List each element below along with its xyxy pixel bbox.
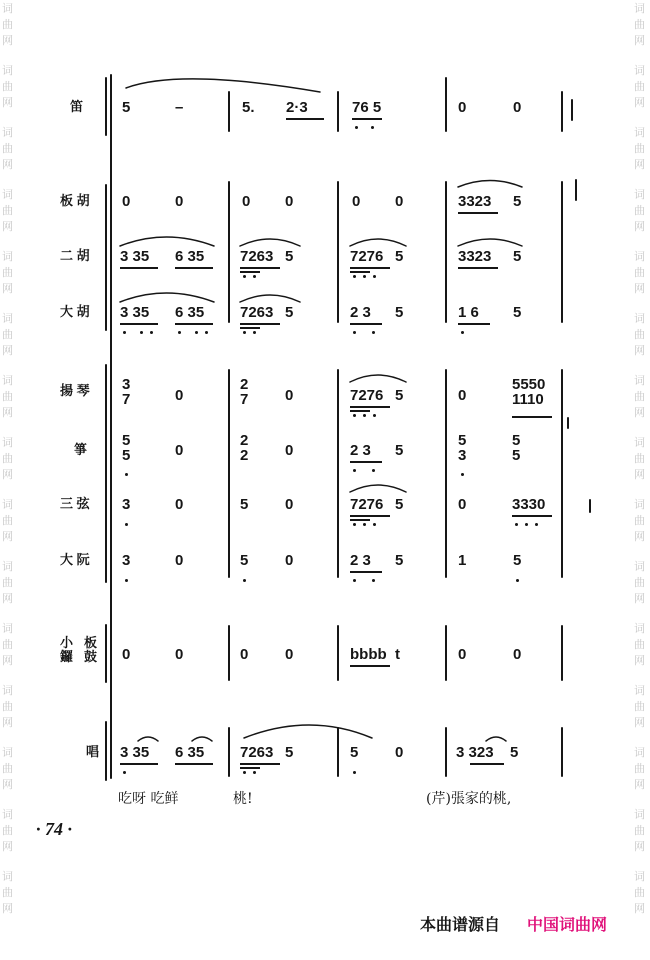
part-label-flute: 笛 xyxy=(70,99,84,114)
watermark-char: 词 xyxy=(2,747,13,759)
slur-erhu-1 xyxy=(120,237,214,246)
watermark-char: 曲 xyxy=(634,825,645,837)
note-daruan-2: 5 xyxy=(240,552,249,569)
watermark-char: 曲 xyxy=(2,763,13,775)
watermark-char: 词 xyxy=(634,127,645,139)
underline-beam xyxy=(120,763,158,765)
note-zheng-4: 2 3 xyxy=(350,442,371,459)
note-yangqin-1: 0 xyxy=(175,387,184,404)
note-percussion-6: 0 xyxy=(458,646,467,663)
watermark-char: 曲 xyxy=(634,701,645,713)
watermark-char: 曲 xyxy=(634,515,645,527)
octave-dot xyxy=(253,771,256,774)
page-number: · 74 · xyxy=(36,819,72,839)
octave-dot xyxy=(125,579,128,582)
underline-beam xyxy=(240,267,280,269)
octave-dot xyxy=(243,579,246,582)
underline-beam xyxy=(175,323,213,325)
note-vocal-4: 5 xyxy=(350,744,359,761)
note-banhu-2: 0 xyxy=(242,193,251,210)
watermark-char: 词 xyxy=(2,499,13,511)
note-daruan-6: 1 xyxy=(458,552,467,569)
part-label-zheng: 箏 xyxy=(74,442,88,457)
underline-beam xyxy=(350,571,382,573)
note-daruan-0: 3 xyxy=(122,552,131,569)
note-daruan-4: 2 3 xyxy=(350,552,371,569)
watermark-char: 曲 xyxy=(2,81,13,93)
note-percussion-2: 0 xyxy=(240,646,249,663)
note-erhu-6: 3323 xyxy=(458,248,492,265)
underline-beam xyxy=(350,267,390,269)
underline-beam xyxy=(120,267,158,269)
octave-dot xyxy=(373,275,376,278)
watermark-char: 网 xyxy=(634,159,645,171)
part-label-yangqin: 揚 琴 xyxy=(60,383,90,398)
note-banhu-7: 5 xyxy=(513,193,522,210)
watermark-char: 词 xyxy=(2,3,13,15)
note-erhu-3: 5 xyxy=(285,248,294,265)
watermark-char: 网 xyxy=(2,903,13,915)
slur-vocal-1 xyxy=(138,737,158,741)
octave-dot xyxy=(178,331,181,334)
octave-dot xyxy=(243,275,246,278)
note-banhu-0: 0 xyxy=(122,193,131,210)
note-dahu-6: 1 6 xyxy=(458,304,479,321)
note-percussion-1: 0 xyxy=(175,646,184,663)
octave-dot xyxy=(243,771,246,774)
watermark-char: 网 xyxy=(634,903,645,915)
octave-dot xyxy=(371,126,374,129)
note-vocal-6: 3 323 xyxy=(456,744,494,761)
octave-dot xyxy=(125,523,128,526)
underline-beam xyxy=(240,323,280,325)
underline-beam xyxy=(240,327,260,329)
watermark-char: 曲 xyxy=(634,763,645,775)
watermark-char: 网 xyxy=(2,779,13,791)
watermark-char: 网 xyxy=(634,717,645,729)
slur-sanxian xyxy=(350,485,406,492)
note-yangqin-7: 5550 1110 xyxy=(512,376,546,408)
part-label-sanxian: 三 弦 xyxy=(60,496,90,511)
octave-dot xyxy=(353,469,356,472)
watermark-char: 网 xyxy=(634,35,645,47)
slur-dahu-1 xyxy=(120,293,214,302)
watermark-char: 曲 xyxy=(2,887,13,899)
note-banhu-1: 0 xyxy=(175,193,184,210)
watermark-char: 网 xyxy=(2,655,13,667)
watermark-char: 词 xyxy=(634,313,645,325)
note-di-2: 5. xyxy=(242,99,255,116)
watermark-char: 网 xyxy=(634,593,645,605)
watermark-char: 词 xyxy=(2,189,13,201)
watermark-char: 曲 xyxy=(634,639,645,651)
octave-dot xyxy=(372,331,375,334)
note-erhu-1: 6 35 xyxy=(175,248,205,265)
note-percussion-0: 0 xyxy=(122,646,131,663)
octave-dot xyxy=(525,523,528,526)
watermark-char: 词 xyxy=(634,747,645,759)
octave-dot xyxy=(125,473,128,476)
watermark-char: 网 xyxy=(634,221,645,233)
watermark-char: 网 xyxy=(634,97,645,109)
underline-beam xyxy=(350,461,382,463)
note-di-0: 5 xyxy=(122,99,131,116)
watermark-char: 网 xyxy=(634,469,645,481)
watermark-char: 词 xyxy=(634,375,645,387)
note-banhu-4: 0 xyxy=(352,193,361,210)
note-zheng-0: 5 5 xyxy=(122,432,131,464)
watermark-char: 词 xyxy=(2,561,13,573)
watermark-char: 曲 xyxy=(2,143,13,155)
octave-dot xyxy=(353,331,356,334)
note-dahu-3: 5 xyxy=(285,304,294,321)
note-yangqin-3: 0 xyxy=(285,387,294,404)
watermark-char: 词 xyxy=(2,623,13,635)
note-dahu-5: 5 xyxy=(395,304,404,321)
part-label-daruan: 大 阮 xyxy=(60,552,90,567)
note-yangqin-6: 0 xyxy=(458,387,467,404)
note-dahu-4: 2 3 xyxy=(350,304,371,321)
underline-beam xyxy=(240,271,260,273)
underline-beam xyxy=(350,271,370,273)
watermark-char: 网 xyxy=(2,97,13,109)
lyric-line-2: (芹)張家的桃, xyxy=(426,791,512,807)
note-sanxian-5: 5 xyxy=(395,496,404,513)
note-erhu-5: 5 xyxy=(395,248,404,265)
underline-beam xyxy=(350,323,382,325)
watermark-char: 网 xyxy=(2,345,13,357)
watermark-char: 曲 xyxy=(2,19,13,31)
note-dahu-1: 6 35 xyxy=(175,304,205,321)
octave-dot xyxy=(353,275,356,278)
octave-dot xyxy=(535,523,538,526)
lyric-line-1b: 桃! xyxy=(233,791,253,807)
note-daruan-7: 5 xyxy=(513,552,522,569)
note-di-6: 0 xyxy=(513,99,522,116)
note-vocal-5: 0 xyxy=(395,744,404,761)
note-erhu-4: 7276 xyxy=(350,248,384,265)
note-vocal-0: 3 35 xyxy=(120,744,150,761)
note-sanxian-1: 0 xyxy=(175,496,184,513)
note-daruan-5: 5 xyxy=(395,552,404,569)
watermark-char: 词 xyxy=(634,65,645,77)
octave-dot xyxy=(516,579,519,582)
watermark-char: 词 xyxy=(634,3,645,15)
underline-beam xyxy=(350,406,390,408)
underline-beam xyxy=(350,410,370,412)
note-percussion-7: 0 xyxy=(513,646,522,663)
lyric-line-1: 吃呀 吃鲜 xyxy=(118,791,179,807)
slur-erhu-4 xyxy=(458,239,522,246)
octave-dot xyxy=(123,771,126,774)
octave-dot xyxy=(253,275,256,278)
watermark-char: 曲 xyxy=(2,515,13,527)
note-yangqin-2: 2 7 xyxy=(240,376,249,408)
note-di-3: 2·3 xyxy=(286,99,308,116)
note-percussion-4: bbbb xyxy=(350,646,387,663)
watermark-char: 词 xyxy=(2,871,13,883)
watermark-char: 词 xyxy=(634,499,645,511)
watermark-char: 网 xyxy=(634,779,645,791)
note-dahu-0: 3 35 xyxy=(120,304,150,321)
slur-erhu-3 xyxy=(350,239,406,246)
footer-source-label: 本曲谱源自 xyxy=(420,917,501,934)
watermark-char: 网 xyxy=(634,283,645,295)
slur-banhu xyxy=(458,181,522,188)
part-label-dahu: 大 胡 xyxy=(60,304,90,319)
underline-beam xyxy=(512,416,552,418)
watermark-char: 词 xyxy=(2,251,13,263)
watermark-char: 曲 xyxy=(634,81,645,93)
octave-dot xyxy=(363,275,366,278)
part-label-erhu: 二 胡 xyxy=(60,248,90,263)
watermark-char: 曲 xyxy=(2,577,13,589)
underline-beam xyxy=(512,515,552,517)
octave-dot xyxy=(515,523,518,526)
underline-beam xyxy=(350,519,370,521)
octave-dot xyxy=(461,473,464,476)
slur-vocal-4 xyxy=(486,737,506,741)
underline-beam xyxy=(120,323,158,325)
watermark-char: 词 xyxy=(2,127,13,139)
octave-dot xyxy=(205,331,208,334)
slur-vocal-3 xyxy=(244,725,372,738)
octave-dot xyxy=(373,414,376,417)
underline-beam xyxy=(240,767,260,769)
watermark-char: 网 xyxy=(2,159,13,171)
watermark-char: 网 xyxy=(2,593,13,605)
note-banhu-3: 0 xyxy=(285,193,294,210)
watermark-char: 网 xyxy=(2,283,13,295)
watermark-char: 词 xyxy=(2,437,13,449)
part-label-banhu: 板 胡 xyxy=(60,193,90,208)
note-sanxian-0: 3 xyxy=(122,496,131,513)
watermark-char: 网 xyxy=(2,35,13,47)
note-vocal-3: 5 xyxy=(285,744,294,761)
note-vocal-1: 6 35 xyxy=(175,744,205,761)
octave-dot xyxy=(372,579,375,582)
note-yangqin-0: 3 7 xyxy=(122,376,131,408)
octave-dot xyxy=(123,331,126,334)
watermark-char: 网 xyxy=(634,841,645,853)
note-zheng-7: 5 5 xyxy=(512,432,521,464)
octave-dot xyxy=(353,414,356,417)
footer-site-link[interactable]: 中国词曲网 xyxy=(527,917,608,934)
note-dahu-2: 7263 xyxy=(240,304,274,321)
note-vocal-7: 5 xyxy=(510,744,519,761)
watermark-char: 网 xyxy=(634,407,645,419)
octave-dot xyxy=(353,579,356,582)
note-di-4: 76 5 xyxy=(352,99,382,116)
watermark-char: 曲 xyxy=(634,143,645,155)
watermark-char: 曲 xyxy=(2,701,13,713)
watermark-char: 词 xyxy=(634,685,645,697)
octave-dot xyxy=(373,523,376,526)
watermark-char: 词 xyxy=(634,561,645,573)
slur-flute xyxy=(126,79,320,92)
watermark-char: 网 xyxy=(634,531,645,543)
octave-dot xyxy=(363,523,366,526)
octave-dot xyxy=(140,331,143,334)
note-sanxian-2: 5 xyxy=(240,496,249,513)
note-banhu-6: 3323 xyxy=(458,193,492,210)
underline-beam xyxy=(350,665,390,667)
watermark-char: 曲 xyxy=(2,205,13,217)
note-daruan-1: 0 xyxy=(175,552,184,569)
octave-dot xyxy=(253,331,256,334)
watermark-char: 曲 xyxy=(2,825,13,837)
note-erhu-2: 7263 xyxy=(240,248,274,265)
slur-erhu-2 xyxy=(240,239,300,246)
watermark-char: 网 xyxy=(634,655,645,667)
note-dahu-7: 5 xyxy=(513,304,522,321)
slur-yangqin xyxy=(350,375,406,382)
underline-beam xyxy=(286,118,324,120)
underline-beam xyxy=(352,118,382,120)
watermark-char: 词 xyxy=(2,809,13,821)
octave-dot xyxy=(195,331,198,334)
watermark-char: 曲 xyxy=(2,329,13,341)
octave-dot xyxy=(150,331,153,334)
note-sanxian-3: 0 xyxy=(285,496,294,513)
octave-dot xyxy=(363,414,366,417)
watermark-char: 网 xyxy=(2,469,13,481)
note-zheng-5: 5 xyxy=(395,442,404,459)
note-di-1: – xyxy=(175,99,184,116)
watermark-char: 曲 xyxy=(2,453,13,465)
octave-dot xyxy=(353,523,356,526)
part-label-xiaoluo: 小 鑼 xyxy=(60,635,74,665)
note-vocal-2: 7263 xyxy=(240,744,274,761)
watermark-char: 网 xyxy=(634,345,645,357)
underline-beam xyxy=(470,763,504,765)
watermark-char: 曲 xyxy=(634,205,645,217)
watermark-char: 词 xyxy=(634,623,645,635)
note-zheng-6: 5 3 xyxy=(458,432,467,464)
watermark-char: 词 xyxy=(2,65,13,77)
note-di-5: 0 xyxy=(458,99,467,116)
watermark-char: 词 xyxy=(634,189,645,201)
part-label-vocal: 唱 xyxy=(86,744,100,759)
octave-dot xyxy=(372,469,375,472)
watermark-char: 曲 xyxy=(634,329,645,341)
note-erhu-7: 5 xyxy=(513,248,522,265)
slur-vocal-2 xyxy=(192,737,212,741)
note-yangqin-5: 5 xyxy=(395,387,404,404)
watermark-char: 网 xyxy=(2,221,13,233)
underline-beam xyxy=(175,267,213,269)
watermark-char: 词 xyxy=(634,251,645,263)
watermark-char: 曲 xyxy=(634,391,645,403)
watermark-char: 网 xyxy=(2,717,13,729)
watermark-char: 词 xyxy=(634,871,645,883)
underline-beam xyxy=(458,323,490,325)
watermark-char: 词 xyxy=(2,375,13,387)
note-zheng-2: 2 2 xyxy=(240,432,249,464)
watermark-char: 曲 xyxy=(2,391,13,403)
note-sanxian-4: 7276 xyxy=(350,496,384,513)
note-sanxian-6: 0 xyxy=(458,496,467,513)
stray-marks xyxy=(568,100,590,512)
watermark-char: 曲 xyxy=(634,887,645,899)
watermark-char: 曲 xyxy=(634,453,645,465)
watermark-char: 词 xyxy=(634,437,645,449)
underline-beam xyxy=(240,763,280,765)
note-banhu-5: 0 xyxy=(395,193,404,210)
watermark-char: 曲 xyxy=(634,19,645,31)
watermark-char: 词 xyxy=(2,313,13,325)
note-percussion-5: t xyxy=(395,646,400,663)
watermark-char: 曲 xyxy=(2,267,13,279)
underline-beam xyxy=(458,267,498,269)
octave-dot xyxy=(461,331,464,334)
octave-dot xyxy=(355,126,358,129)
part-label-banggu: 板 鼓 xyxy=(84,635,98,665)
underline-beam xyxy=(350,515,390,517)
note-yangqin-4: 7276 xyxy=(350,387,384,404)
watermark-char: 曲 xyxy=(634,267,645,279)
watermark-char: 网 xyxy=(2,407,13,419)
watermark-char: 曲 xyxy=(2,639,13,651)
octave-dot xyxy=(353,771,356,774)
watermark-char: 网 xyxy=(2,841,13,853)
note-erhu-0: 3 35 xyxy=(120,248,150,265)
underline-beam xyxy=(175,763,213,765)
note-zheng-3: 0 xyxy=(285,442,294,459)
watermark-char: 词 xyxy=(2,685,13,697)
watermark-char: 曲 xyxy=(634,577,645,589)
note-sanxian-7: 3330 xyxy=(512,496,546,513)
slur-dahu-2 xyxy=(240,295,300,302)
note-daruan-3: 0 xyxy=(285,552,294,569)
note-zheng-1: 0 xyxy=(175,442,184,459)
underline-beam xyxy=(458,212,498,214)
watermark-char: 网 xyxy=(2,531,13,543)
octave-dot xyxy=(243,331,246,334)
note-percussion-3: 0 xyxy=(285,646,294,663)
watermark-char: 词 xyxy=(634,809,645,821)
